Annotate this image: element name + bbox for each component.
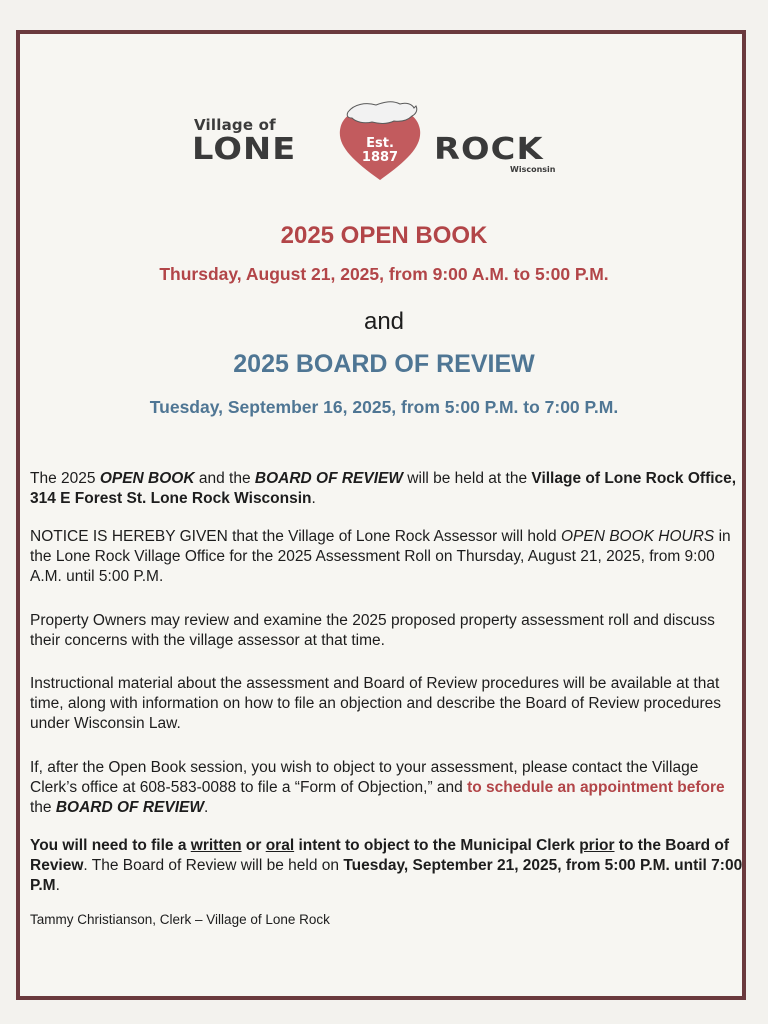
- open-book-title: 2025 OPEN BOOK: [280, 222, 488, 249]
- logo-lone: LONE: [192, 132, 297, 167]
- logo-state: Wisconsin: [510, 165, 556, 174]
- logo-rock: ROCK: [434, 132, 544, 167]
- objection-paragraph: If, after the Open Book session, you wish to object to your assessment, please contact the Village Clerk’s office at 608-583-0088 to file a “Form of Objection,” and to schedule an appointment before the BOARD OF REVIEW.: [30, 759, 725, 816]
- location-paragraph: The 2025 OPEN BOOK and the BOARD OF REVIEW will be held at the Village of Lone Rock Office, 314 E Forest St. Lone Rock Wisconsin.: [30, 470, 737, 507]
- intent-paragraph: You will need to file a written or oral intent to object to the Municipal Clerk prior to the Board of Review. The Board of Review will be held on Tuesday, September 21, 2025, from 5:00 P.M. until 7:00 P.M.: [30, 837, 743, 894]
- clerk-signature: Tammy Christianson, Clerk – Village of Lone Rock: [30, 912, 330, 927]
- open-book-date: Thursday, August 21, 2025, from 9:00 A.M. to 5:00 P.M.: [159, 264, 609, 284]
- notice-paragraph: NOTICE IS HEREBY GIVEN that the Village of Lone Rock Assessor will hold OPEN BOOK HOURS in the Lone Rock Village Office for the 2025 Assessment Roll on Thursday, August 21, 2025, from 9:00 A.M. until 5:00 P.M.: [30, 528, 731, 585]
- village-logo: [190, 92, 580, 184]
- board-of-review-title: 2025 BOARD OF REVIEW: [233, 350, 535, 378]
- review-paragraph: Property Owners may review and examine the 2025 proposed property assessment roll and discuss their concerns with the village assessor at that time.: [30, 612, 715, 649]
- logo-year: 1887: [361, 150, 399, 165]
- and-connector: and: [363, 308, 405, 335]
- logo-village-of: Village of: [194, 116, 276, 134]
- instruction-paragraph: Instructional material about the assessment and Board of Review procedures will be available at that time, along with information on how to file an objection and describe the Board of Review procedures under Wisconsin Law.: [30, 675, 722, 732]
- logo-est: Est.: [366, 136, 394, 151]
- board-of-review-date: Tuesday, September 16, 2025, from 5:00 P.M. to 7:00 P.M.: [149, 397, 619, 417]
